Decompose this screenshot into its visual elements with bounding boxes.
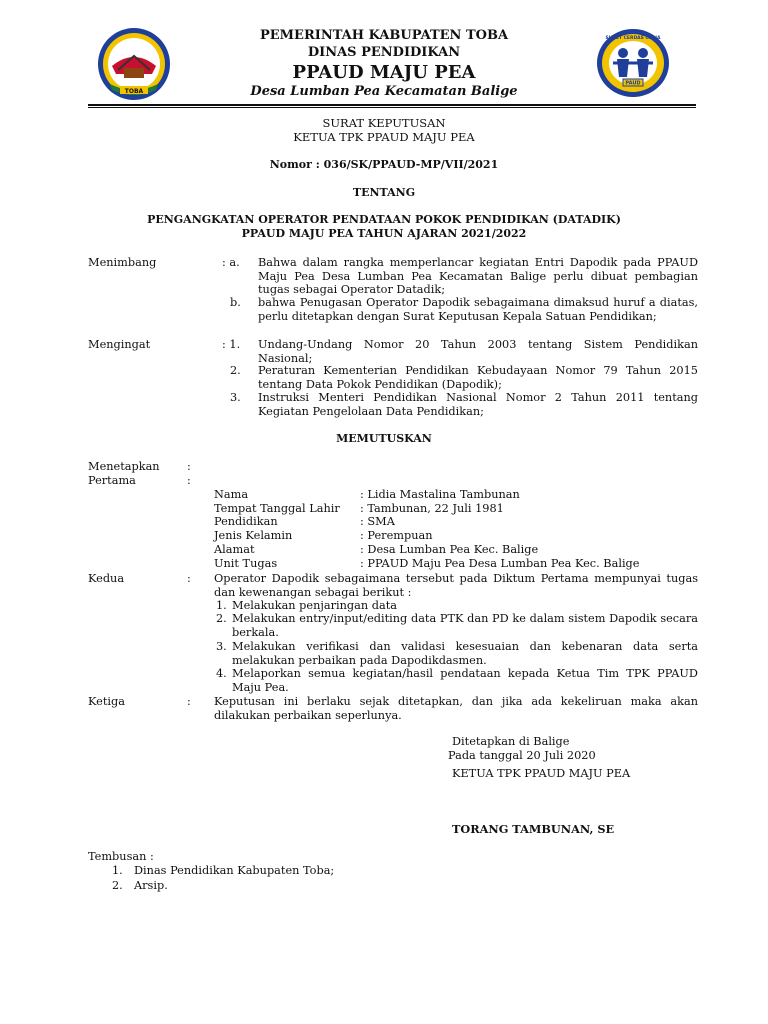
header-school-name: PPAUD MAJU PEA — [292, 62, 476, 83]
kedua-item-1: Melakukan penjaringan data — [232, 599, 397, 612]
kedua-marker-3: 3. — [216, 640, 227, 653]
mengingat-item-2: Peraturan Kementerian Pendidikan Kebudayaan Nomor 79 Tahun 2015 tentang Data Pokok Pendidikan (Dapodik); — [258, 364, 698, 391]
identity-label: Pendidikan — [214, 515, 278, 528]
tembusan-item-1: Dinas Pendidikan Kabupaten Toba; — [134, 864, 335, 877]
kedua-item-4: Melaporkan semua kegiatan/hasil pendataan kepada Ketua Tim TPK PPAUD Maju Pea. — [232, 667, 698, 694]
ketiga-text: Keputusan ini berlaku sejak ditetapkan, dan jika ada kekeliruan maka akan dilakukan perbaikan seperlunya. — [214, 695, 698, 722]
menetapkan-label: Menetapkan — [88, 460, 160, 473]
menimbang-marker-a: : a. — [222, 256, 240, 269]
mengingat-label: Mengingat — [88, 338, 151, 351]
menimbang-item-a: Bahwa dalam rangka memperlancar kegiatan Entri Dapodik pada PPAUD Maju Pea Desa Lumban Pea Kecamatan Balige perlu dibuat pembagian tugas sebagai Operator Datadik; — [258, 256, 698, 296]
signature-place: Ditetapkan di Balige — [452, 735, 570, 748]
mengingat-item-1: Undang-Undang Nomor 20 Tahun 2003 tentang Sistem Pendidikan Nasional; — [258, 338, 698, 365]
identity-value: : Tambunan, 22 Juli 1981 — [360, 502, 504, 515]
menimbang-label: Menimbang — [88, 256, 157, 269]
pertama-label: Pertama — [88, 474, 136, 487]
identity-value: : SMA — [360, 515, 395, 528]
subject-line-2: PPAUD MAJU PEA TAHUN AJARAN 2021/2022 — [241, 227, 527, 240]
kedua-label: Kedua — [88, 572, 125, 585]
subject-line-1: PENGANGKATAN OPERATOR PENDATAAN POKOK PENDIDIKAN (DATADIK) — [147, 213, 621, 226]
menimbang-marker-b: b. — [230, 296, 241, 309]
kedua-item-2: Melakukan entry/input/editing data PTK dan PD ke dalam sistem Dapodik secara berkala. — [232, 612, 698, 639]
ketiga-colon: : — [187, 695, 191, 708]
pertama-colon: : — [187, 474, 191, 487]
kedua-colon: : — [187, 572, 191, 585]
menimbang-item-b: bahwa Penugasan Operator Dapodik sebagaimana dimaksud huruf a diatas, perlu ditetapkan dengan Surat Keputusan Kepala Satuan Pendidikan; — [258, 296, 698, 323]
doc-title: SURAT KEPUTUSAN — [322, 116, 446, 130]
kedua-marker-4: 4. — [216, 667, 227, 680]
signature-name: TORANG TAMBUNAN, SE — [452, 822, 615, 836]
svg-text:TOBA: TOBA — [124, 88, 144, 95]
identity-label: Tempat Tanggal Lahir — [214, 502, 340, 515]
identity-label: Jenis Kelamin — [214, 529, 293, 542]
memutuskan-heading: MEMUTUSKAN — [336, 432, 432, 445]
menetapkan-colon: : — [187, 460, 191, 473]
tembusan-marker-1: 1. — [112, 864, 123, 877]
identity-value: : Desa Lumban Pea Kec. Balige — [360, 543, 539, 556]
tembusan-item-2: Arsip. — [134, 879, 168, 892]
identity-value: : Perempuan — [360, 529, 433, 542]
tentang-heading: TENTANG — [352, 186, 416, 199]
header-rule-thin — [88, 107, 696, 108]
mengingat-marker-1: : 1. — [222, 338, 241, 351]
kedua-intro: Operator Dapodik sebagaimana tersebut pada Diktum Pertama mempunyai tugas dan kewenangan sebagai berikut : — [214, 572, 698, 599]
ketiga-label: Ketiga — [88, 695, 125, 708]
header-department: DINAS PENDIDIKAN — [307, 45, 461, 60]
signature-date: Pada tanggal 20 Juli 2020 — [448, 749, 596, 762]
identity-label: Alamat — [214, 543, 255, 556]
tembusan-label: Tembusan : — [88, 850, 154, 863]
kedua-marker-2: 2. — [216, 612, 227, 625]
identity-value: : PPAUD Maju Pea Desa Lumban Pea Kec. Balige — [360, 557, 640, 570]
header-government: PEMERINTAH KABUPATEN TOBA — [259, 28, 509, 43]
mengingat-marker-2: 2. — [230, 364, 241, 377]
header-address: Desa Lumban Pea Kecamatan Balige — [250, 84, 518, 99]
mengingat-marker-3: 3. — [230, 391, 241, 404]
identity-value: : Lidia Mastalina Tambunan — [360, 488, 520, 501]
kedua-item-3: Melakukan verifikasi dan validasi kesesuaian dan kebenaran data serta melakukan perbaikan pada Dapodikdasmen. — [232, 640, 698, 667]
kedua-marker-1: 1. — [216, 599, 227, 612]
tembusan-marker-2: 2. — [112, 879, 123, 892]
identity-label: Nama — [214, 488, 249, 501]
doc-number: Nomor : 036/SK/PPAUD-MP/VII/2021 — [269, 158, 499, 171]
svg-text:SUKET CERDAS CERIA: SUKET CERDAS CERIA — [605, 36, 661, 41]
mengingat-item-3: Instruksi Menteri Pendidikan Nasional Nomor 2 Tahun 2011 tentang Kegiatan Pengelolaan Data Pendidikan; — [258, 391, 698, 418]
identity-label: Unit Tugas — [214, 557, 278, 570]
doc-title-issuer: KETUA TPK PPAUD MAJU PEA — [293, 130, 475, 144]
signature-position: KETUA TPK PPAUD MAJU PEA — [452, 767, 631, 780]
header-rule-thick — [88, 104, 696, 106]
svg-text:PAUD: PAUD — [625, 80, 641, 87]
